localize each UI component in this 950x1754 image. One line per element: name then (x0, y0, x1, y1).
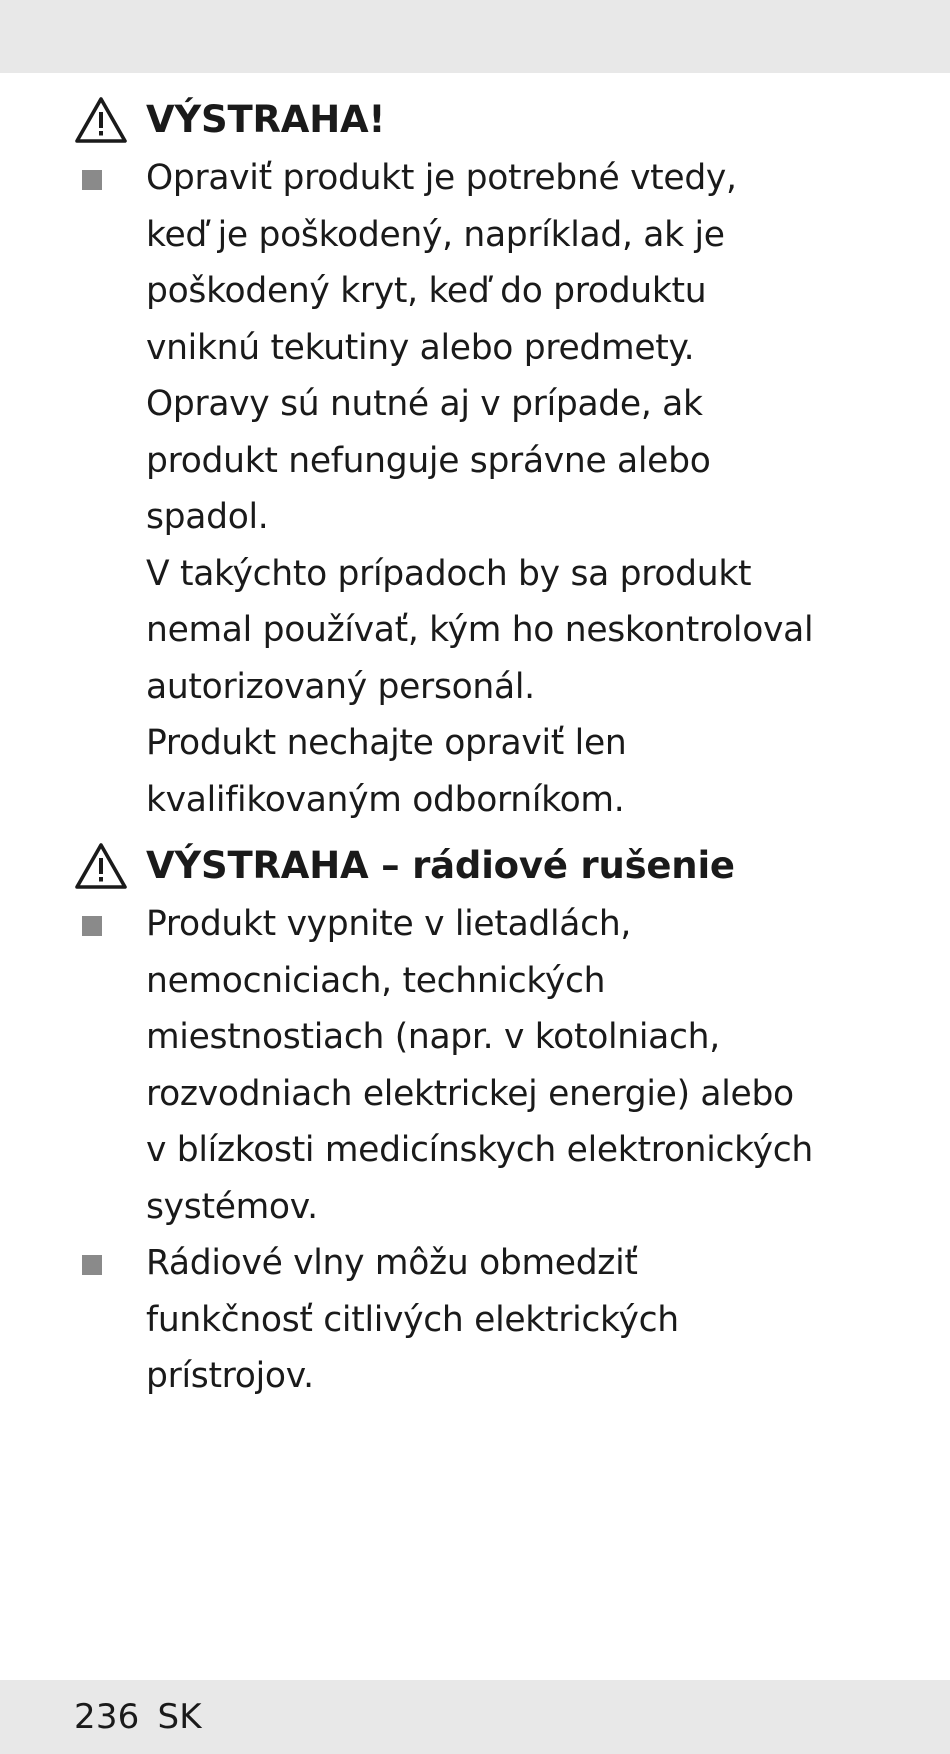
text-line: funkčnosť citlivých elektrických (146, 1299, 679, 1340)
text-line: prístrojov. (146, 1356, 314, 1396)
warning-heading-text: VÝSTRAHA! (146, 98, 386, 141)
paragraph (146, 546, 874, 716)
warning-heading-text: VÝSTRAHA – rádiové rušenie (146, 844, 735, 887)
text-line: autorizovaný personál. (146, 666, 535, 707)
square-bullet-icon (82, 170, 102, 190)
text-line: spadol. (146, 497, 269, 537)
warning-triangle-icon (74, 96, 128, 144)
text-line: vniknú tekutiny alebo predmety. (146, 327, 695, 368)
top-margin-band (0, 0, 950, 73)
list-item (74, 1235, 874, 1405)
text-line: Produkt vypnite v lietadlách, (146, 904, 632, 944)
text-line: produkt nefunguje správne alebo (146, 440, 711, 481)
paragraph (146, 896, 874, 1235)
text-line: Opraviť produkt je potrebné vtedy, (146, 158, 737, 198)
warning-section-radio-interference (74, 836, 874, 1405)
language-code: SK (157, 1697, 202, 1737)
text-line: nemal používať, kým ho neskontroloval (146, 610, 814, 650)
list-item (74, 896, 874, 1235)
text-line: V takýchto prípadoch by sa produkt (146, 553, 752, 594)
square-bullet-icon (82, 1255, 102, 1275)
text-line: systémov. (146, 1186, 318, 1227)
list-item (74, 150, 874, 828)
paragraph (146, 1235, 874, 1405)
manual-content (74, 90, 874, 1405)
page-number: 236 (74, 1697, 140, 1737)
text-line: kvalifikovaným odborníkom. (146, 779, 625, 820)
warning-triangle-icon (74, 842, 128, 890)
warning-heading (74, 836, 874, 896)
text-line: miestnostiach (napr. v kotolniach, (146, 1017, 720, 1057)
warning-heading (74, 90, 874, 150)
text-line: nemocniciach, technických (146, 960, 606, 1001)
text-line: Opravy sú nutné aj v prípade, ak (146, 384, 703, 424)
paragraph (146, 376, 874, 546)
text-line: Rádiové vlny môžu obmedziť (146, 1243, 638, 1283)
text-line: keď je poškodený, napríklad, ak je (146, 214, 725, 255)
warning-section-general (74, 90, 874, 828)
square-bullet-icon (82, 916, 102, 936)
page-footer (74, 1694, 202, 1740)
text-line: v blízkosti medicínskych elektronických (146, 1130, 813, 1170)
text-line: poškodený kryt, keď do produktu (146, 271, 707, 311)
text-line: Produkt nechajte opraviť len (146, 723, 627, 763)
text-line: rozvodniach elektrickej energie) alebo (146, 1073, 794, 1114)
paragraph (146, 150, 874, 376)
paragraph (146, 715, 874, 828)
